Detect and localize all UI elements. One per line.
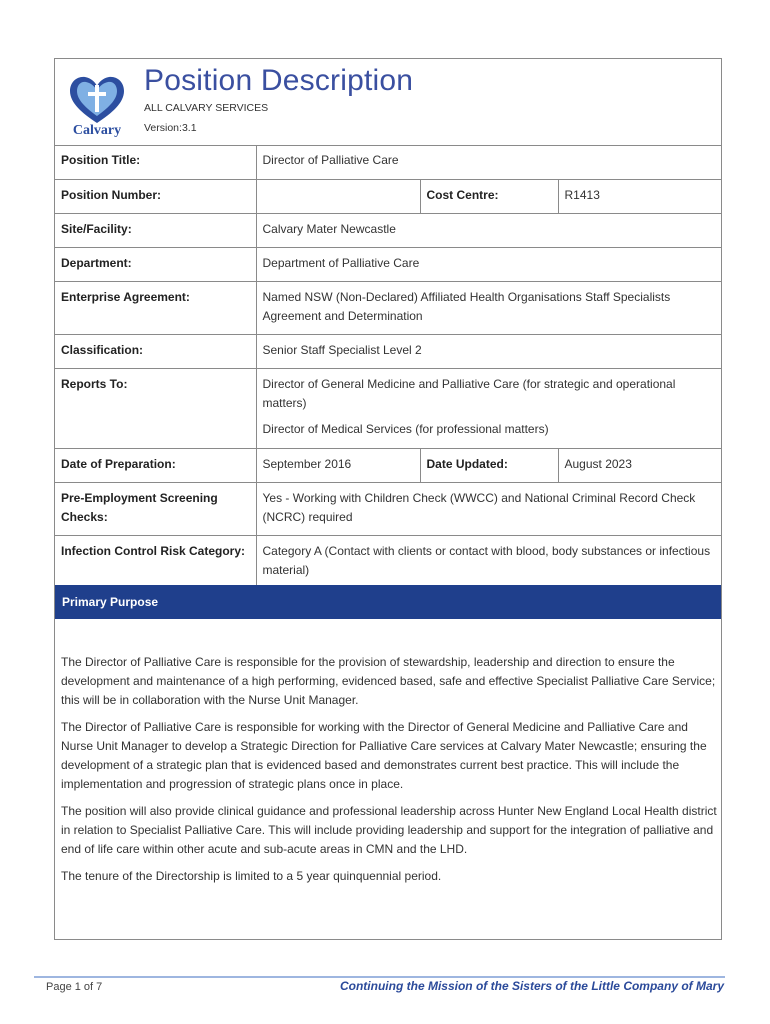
infection-control-value: Category A (Contact with clients or contact with blood, body substances or infectious material) <box>256 535 721 588</box>
page-title: Position Description <box>144 64 414 97</box>
reports-to-line-1: Director of General Medicine and Palliative Care (for strategic and operational matters) <box>262 376 676 410</box>
purpose-paragraph: The Director of Palliative Care is responsible for the provision of stewardship, leadership and direction to ensure the development and maintenance of a high performing, evidenced based, safe and effective Specialist Palliative Care Service; this will be in collaboration with the Nurse Unit Manager. <box>61 655 716 707</box>
purpose-paragraph: The position will also provide clinical guidance and professional leadership across Hunter New England Local Health district in relation to Specialist Palliative Care. This will include providing leadership and support for the integration of palliative and end of life care within other acute and sub-acute areas in CMN and the LHD. <box>61 804 717 856</box>
table-row <box>55 213 721 247</box>
table-row <box>55 247 721 281</box>
site-facility-value: Calvary Mater Newcastle <box>256 213 721 247</box>
position-details-table <box>55 145 721 589</box>
department-value: Department of Palliative Care <box>256 247 721 281</box>
document-subtitle: ALL CALVARY SERVICES <box>144 102 269 114</box>
cost-centre-value: R1413 <box>558 179 721 213</box>
table-row <box>55 179 721 213</box>
page-number: Page 1 of 7 <box>46 981 103 993</box>
table-row <box>55 448 721 482</box>
pre-employment-value: Yes - Working with Children Check (WWCC) and National Criminal Record Check (NCRC) required <box>256 482 721 535</box>
classification-value: Senior Staff Specialist Level 2 <box>256 334 721 368</box>
pre-employment-label: Pre-Employment Screening Checks: <box>55 482 256 535</box>
document-header <box>55 59 721 146</box>
document-version: Version:3.1 <box>144 122 197 134</box>
site-facility-label: Site/Facility: <box>55 213 256 247</box>
calvary-logo-icon <box>64 71 130 137</box>
position-description-document <box>54 58 722 940</box>
position-title-label: Position Title: <box>55 145 256 179</box>
table-row <box>55 334 721 368</box>
position-title-value: Director of Palliative Care <box>256 145 721 179</box>
enterprise-agreement-value: Named NSW (Non-Declared) Affiliated Health Organisations Staff Specialists Agreement and Determination <box>256 281 721 334</box>
primary-purpose-heading: Primary Purpose <box>55 585 721 619</box>
footer-motto: Continuing the Mission of the Sisters of the Little Company of Mary <box>339 979 724 993</box>
position-number-value <box>256 179 420 213</box>
enterprise-agreement-label: Enterprise Agreement: <box>55 281 256 334</box>
table-row <box>55 535 721 588</box>
reports-to-line-2: Director of Medical Services (for professional matters) <box>262 421 549 436</box>
purpose-paragraph: The tenure of the Directorship is limited to a 5 year quinquennial period. <box>61 869 442 883</box>
table-row <box>55 368 721 448</box>
table-row <box>55 482 721 535</box>
purpose-paragraph: The Director of Palliative Care is responsible for working with the Director of General Medicine and Palliative Care and Nurse Unit Manager to develop a Strategic Direction for Palliative Care services at Calvary Mater Newcastle; ensuring the development of a strategic plan that is evidenced based and demonstrates current best practice. This will include the implementation and progression of strategic plans once in place. <box>61 720 707 791</box>
classification-label: Classification: <box>55 334 256 368</box>
footer-divider <box>34 976 725 978</box>
date-updated-value: August 2023 <box>558 448 721 482</box>
infection-control-label: Infection Control Risk Category: <box>55 535 256 588</box>
cost-centre-label: Cost Centre: <box>420 179 558 213</box>
svg-text:Calvary: Calvary <box>72 123 122 137</box>
table-row <box>55 281 721 334</box>
date-of-preparation-value: September 2016 <box>256 448 420 482</box>
reports-to-value <box>256 368 721 448</box>
date-of-preparation-label: Date of Preparation: <box>55 448 256 482</box>
date-updated-label: Date Updated: <box>420 448 558 482</box>
table-row <box>55 145 721 179</box>
position-number-label: Position Number: <box>55 179 256 213</box>
reports-to-label: Reports To: <box>55 368 256 448</box>
department-label: Department: <box>55 247 256 281</box>
primary-purpose-body <box>61 653 717 894</box>
